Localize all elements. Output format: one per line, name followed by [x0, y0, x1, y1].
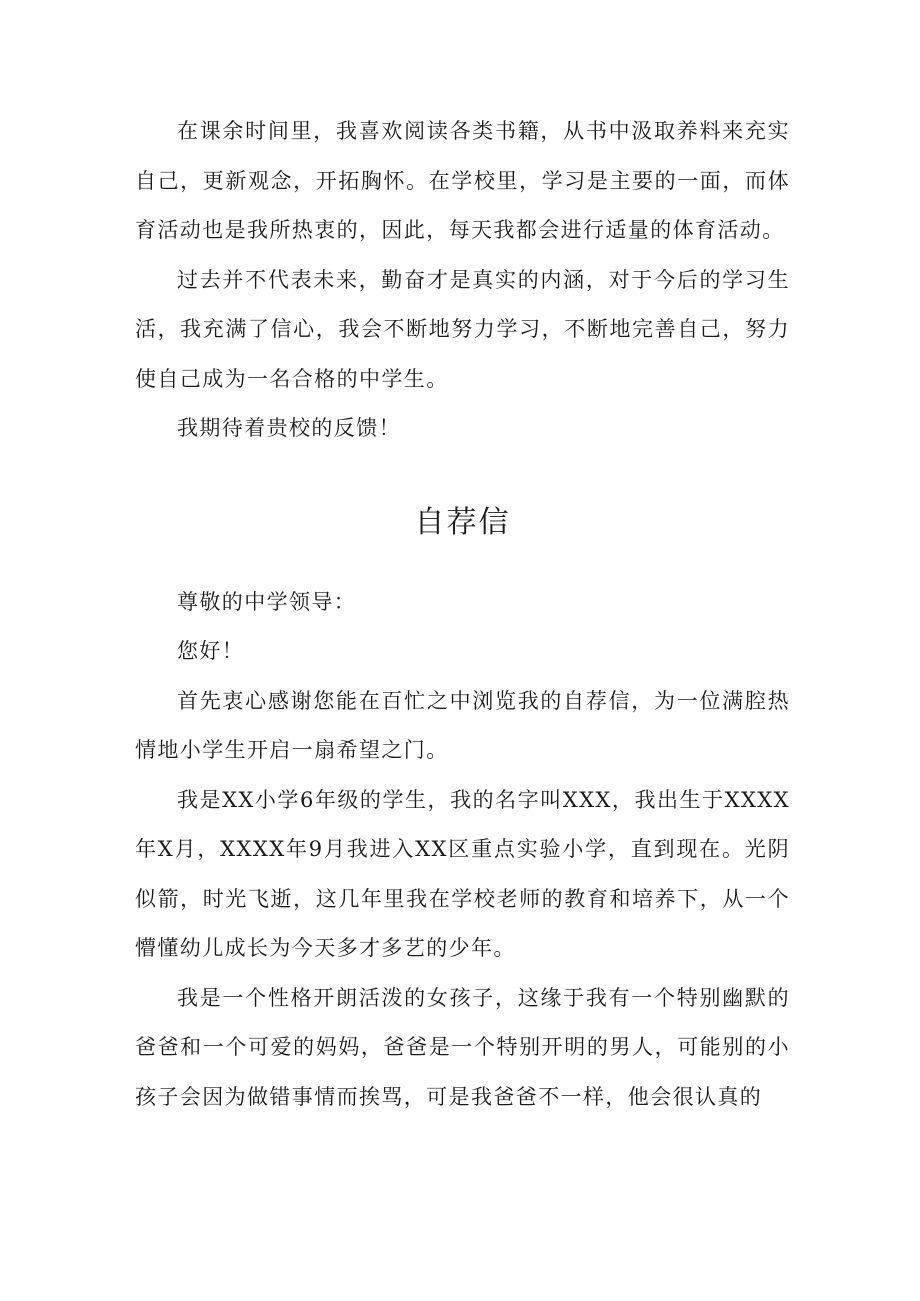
paragraph-self-intro: 我是XX小学6年级的学生，我的名字叫XXX，我出生于XXXX年X月，XXXX年9月我进入XX区重点实验小学，直到现在。光阴似箭，时光飞逝，这几年里我在学校老师的教育和培养下，从一个懵懂幼儿成长为今天多才多艺的少年。 [135, 787, 790, 960]
letter-title: 自荐信 [414, 504, 511, 540]
paragraph-personality: 我是一个性格开朗活泼的女孩子，这缘于我有一个特别幽默的爸爸和一个可爱的妈妈，爸爸是一个特别开明的男人，可能别的小孩子会因为做错事情而挨骂，可是我爸爸不一样，他会很认真的 [135, 985, 790, 1109]
document-page [135, 107, 790, 1122]
paragraph-await-feedback: 我期待着贵校的反馈！ [177, 416, 401, 440]
paragraph-future-confidence: 过去并不代表未来，勤奋才是真实的内涵，对于今后的学习生活，我充满了信心，我会不断地努力学习，不断地完善自己，努力使自己成为一名合格的中学生。 [135, 267, 790, 391]
paragraph-thanks: 首先衷心感谢您能在百忙之中浏览我的自荐信，为一位满腔热情地小学生开启一扇希望之门。 [135, 688, 790, 762]
letter-greeting: 您好！ [177, 639, 245, 663]
letter-salutation: 尊敬的中学领导： [177, 589, 357, 614]
paragraph-reading-sports: 在课余时间里，我喜欢阅读各类书籍，从书中汲取养料来充实自己，更新观念，开拓胸怀。在学校里，学习是主要的一面，而体育活动也是我所热衷的，因此，每天我都会进行适量的体育活动。 [135, 119, 790, 242]
